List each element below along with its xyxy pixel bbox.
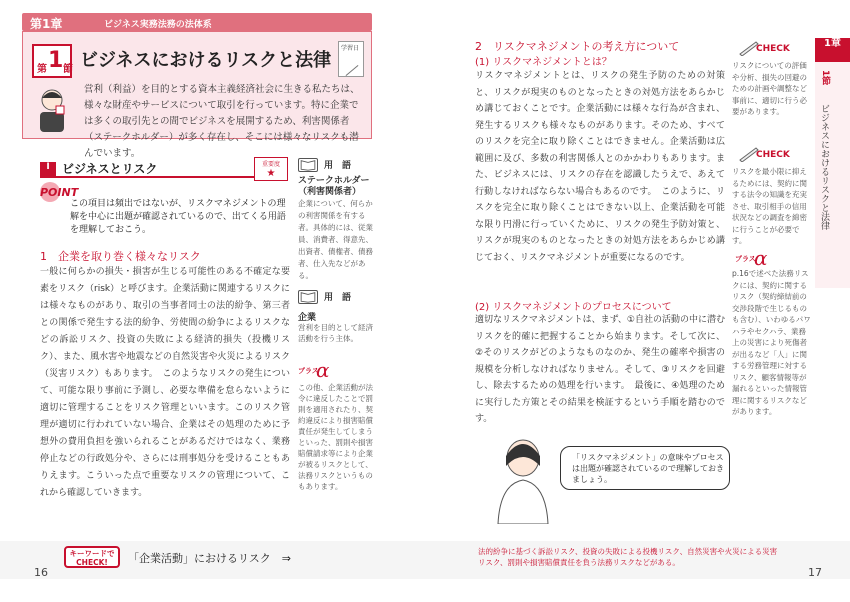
alpha-icon: α xyxy=(754,246,768,270)
keyword-answer: 法的紛争に基づく訴訟リスク、投資の失敗による投機リスク、自然災害や火災による災害リスク、罰則や損害賠償責任を負う法務リスクなどがある。 xyxy=(478,547,778,567)
learn-date-label: 学習日 xyxy=(341,45,360,52)
heading-number: I xyxy=(40,162,56,176)
teacher-illustration-icon xyxy=(30,86,74,134)
plus-alpha-label: プラス xyxy=(735,255,756,263)
book-icon xyxy=(298,290,318,304)
tab-section: 1節 xyxy=(820,70,830,86)
term-desc-company: 営利を目的として経済活動を行う主体。 xyxy=(298,323,373,343)
right-body-text-1: リスクマネジメントとは、リスクの発生予防のための対策と、リスクが現実のものとなったときの対処方法をあらかじめ講じておくことです。企業活動には様々な行為が含まれ、発生するリスクも様々なものがあります。そのため、すべてのリスクを完全に取り除くことはできません。企業活動は広範囲に及び、多数の利害関係人とのかかわりもあります。また、ビジネスには、リスクの存在を認識したうえで、あえて行動しなければならない場合もあるのです。 このように、リスクを完全に取り除くことはできない以上、企業活動を可能な限り円滑に行っていくために、リスクの発生予防対策と、リスクが現実のものとなったときの対処方法をあらかじめ講じておく、リスクマネジメントが重要になるのです。 xyxy=(475,71,725,263)
section-badge xyxy=(32,44,72,78)
section-badge-suffix: 節 xyxy=(63,64,73,75)
alpha-icon: α xyxy=(316,358,330,382)
keyword-question: 「企業活動」におけるリスク ⇒ xyxy=(128,552,291,565)
person-illustration-icon xyxy=(490,434,556,524)
chapter-title: ビジネス実務法務の法体系 xyxy=(104,20,212,30)
plus-alpha-text: p.16で述べた法務リスクには、契約に関するリスク（契約締結前の交渉段階で生じるものも含む）、いわゆるパワハラやセクハラ、業務上の災害により死傷者が出るなど「人」に関する労務管理に対するリスク、顧客情報等が漏れるといった情報管理に関するリスクなどがあります。 xyxy=(732,269,811,416)
term-label: 用 語 xyxy=(324,161,352,171)
term-desc-stakeholder: 企業について、何らかの利害関係を有する者。具体的には、従業員、消費者、得意先、出資者、債権者、債務者、仕入先などがある。 xyxy=(298,199,373,280)
section-badge-number: 1 xyxy=(48,48,64,73)
learn-date-box[interactable] xyxy=(338,41,364,77)
check-text-1: リスクについての評価や分析、損失の回避のための計画や調整など事前に、適切に行う必要があります。 xyxy=(732,61,807,116)
check-text-2: リスクを最小限に抑えるためには、契約に関する法令の知識を充実させ、取引相手の信用状況などの調査を綿密に行うことが必要です。 xyxy=(732,167,807,245)
section-intro-text: 営利（利益）を目的とする資本主義経済社会に生きる私たちは、様々な財産やサービスについて取引を行っています。特に企業では多くの取引先との間でビジネスを展開するため、利害関係者（ステークホルダー）が多く存在し、そこには様々なリスクも潜んでいます。 xyxy=(84,84,360,159)
book-icon xyxy=(298,158,318,172)
check-label: CHECK xyxy=(756,44,790,54)
left-body-text: 一般に何らかの損失・損害が生じる可能性のある不確定な要素をリスク（risk）と呼びます。企業活動に関連するリスクには様々なものがあり、取引の当事者同士の法的紛争、第三者との関係で発生する法的紛争、労使間の紛争によるリスクなどの訴訟リスク、投資の失敗による経済的損失（投機リスク）、また、風水害や地震などの自然災害や火災によるリスク（災害リスク）もあります。 このようなリスクの発生について、可能な限り事前に予測し、必要な準備を怠らないように適切に管理することをリスク管理といいます。このリスク管理が適切に行われていない場合、企業はその処理のために予想外の費用負担を強いられることがあるだけではなく、業務停止などの行政処分や、さらには刑事処分を受けることもありえます。こういった点で重要なリスクの管理について、これから確認していきます。 xyxy=(40,267,290,498)
speech-bubble-text: 「リスクマネジメント」の意味やプロセスは出題が確認されているので理解しておきましょう。 xyxy=(572,453,724,484)
term-label: 用 語 xyxy=(324,293,352,303)
plus-alpha-label: プラス xyxy=(298,367,319,375)
subheading-2-1: (1) リスクマネジメントとは？ xyxy=(475,57,612,68)
chapter-label: 第1章 xyxy=(30,17,63,31)
chapter-banner xyxy=(22,13,372,31)
tab-chapter: 1章 xyxy=(815,38,850,62)
keyword-check-badge: キーワードでCHECK! xyxy=(64,546,120,568)
point-label: POINT xyxy=(40,186,79,199)
subheading-2: 2 リスクマネジメントの考え方について xyxy=(475,40,680,53)
subheading-2-2: (2) リスクマネジメントのプロセスについて xyxy=(475,302,672,313)
section-title: ビジネスにおけるリスクと法律 xyxy=(80,50,332,71)
section-badge-prefix: 第 xyxy=(37,64,47,75)
heading-title: ビジネスとリスク xyxy=(62,162,158,176)
heading-business-risk xyxy=(40,160,288,178)
importance-stars: ★ xyxy=(266,168,276,179)
point-text: この項目は頻出ではないが、リスクマネジメントの理解を中心に出題が確認されているので、出てくる用語を理解しておこう。 xyxy=(70,199,286,235)
importance-label: 重要度 xyxy=(261,161,280,168)
page-number-left: 16 xyxy=(34,566,48,579)
check-label: CHECK xyxy=(756,150,790,160)
term-word-stakeholder: ステークホルダー（利害関係者） xyxy=(298,176,370,197)
importance-badge xyxy=(254,157,288,181)
page-number-right: 17 xyxy=(808,566,822,579)
right-body-text-2: 適切なリスクマネジメントは、まず、①自社の活動の中に潜むリスクを的確に把握することから始まります。そして次に、②そのリスクがどのようなものなのか、発生の確率や損害の規模を分析しなければなりません。そして、③リスクを回避し、除去するための処理を行います。 最後に、④処理のために実行した方策とその結果を検証するという手順を踏むのです。 xyxy=(475,315,725,424)
tab-title: ビジネスにおけるリスクと法律 xyxy=(819,104,829,230)
term-word-company: 企業 xyxy=(298,313,317,323)
plus-alpha-text: この他、企業活動が法令に違反したことで罰則を適用されたり、契約違反により損害賠償責任が発生してしまうといった、罰則や損害賠償請求等により企業が被るリスクとして、法務リスクというものもあります。 xyxy=(298,383,373,491)
subheading-1: 1 企業を取り巻く様々なリスク xyxy=(40,250,201,263)
